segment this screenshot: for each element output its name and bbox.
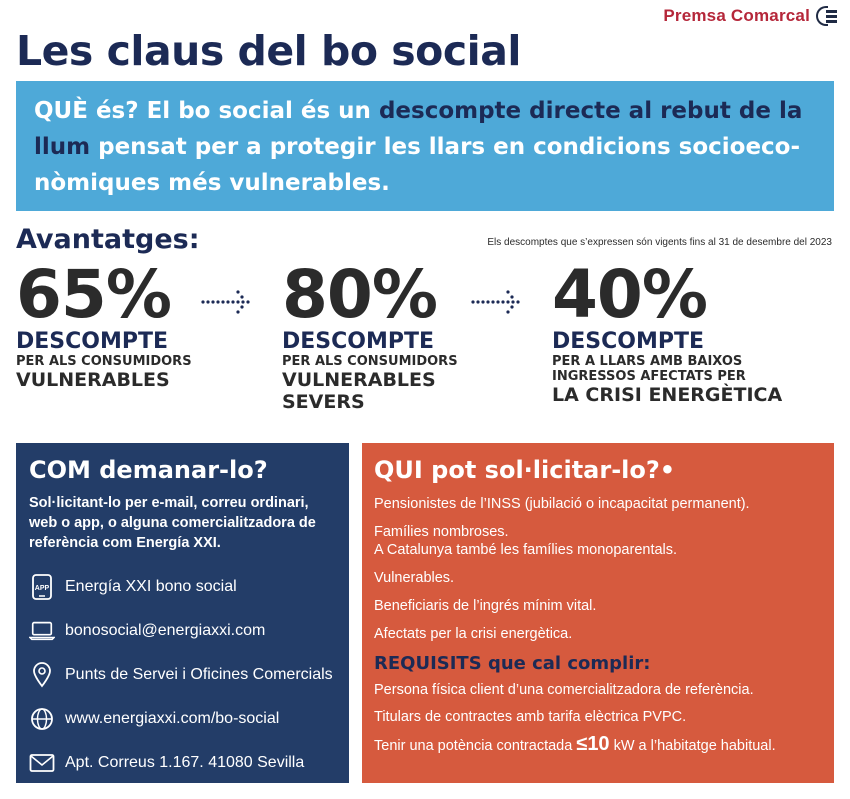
advantage-item-40: [552, 256, 783, 406]
contact-web[interactable]: [29, 697, 336, 741]
requirement-item: Titulars de contractes amb tarifa elèctrica PVPC.: [374, 709, 687, 725]
contact-postal[interactable]: [29, 741, 336, 785]
power-prefix: Tenir una potència contractada: [374, 738, 577, 754]
requirement-item-power: [374, 735, 824, 755]
eligibility-item: Beneficiaris de l’ingrés mínim vital.: [374, 598, 597, 614]
contact-text: Energía XXI bono social: [65, 578, 237, 595]
contact-text: bonosocial@energiaxxi.com: [65, 622, 266, 639]
advantages-title: Avantatges:: [16, 224, 200, 255]
requirements-title: REQUISITS que cal complir:: [374, 653, 651, 674]
app-icon: [29, 574, 55, 600]
svg-text:APP: APP: [34, 585, 50, 592]
how-to-apply-title: COM demanar-lo?: [29, 456, 268, 484]
contact-list: [29, 565, 336, 785]
contact-text: Punts de Servei i Oficines Comercials: [65, 666, 333, 683]
contact-offices[interactable]: [29, 653, 336, 697]
how-to-apply-panel: [16, 443, 349, 783]
contact-text: Apt. Correus 1.167. 41080 Sevilla: [65, 754, 305, 771]
what-is-highlight: descompte directe al rebut de la llum: [34, 98, 803, 160]
eligibility-list: [374, 495, 824, 643]
contact-email[interactable]: [29, 609, 336, 653]
power-value: 10: [587, 733, 610, 755]
advantage-item-65: [16, 256, 192, 391]
who-can-apply-panel: [362, 443, 834, 783]
advantage-sub: PER ALS CONSUMIDORS: [282, 354, 458, 369]
advantage-percent: 65%: [16, 256, 171, 333]
advantage-emphasis: VULNERABLES SEVERS: [282, 369, 436, 413]
globe-icon: [29, 706, 55, 732]
envelope-icon: [29, 750, 55, 776]
what-is-box: [16, 81, 834, 211]
advantage-label: DESCOMPTE: [16, 329, 169, 354]
dotted-arrow-icon: [200, 290, 258, 314]
advantage-item-80: [282, 256, 462, 413]
what-is-text-2: pensat per a protegir les llars en condicions socioeco-nòmiques més vulnerables.: [34, 134, 801, 196]
power-suffix: a l’habitatge habitual.: [634, 738, 776, 754]
advantage-sub: PER ALS CONSUMIDORS: [16, 354, 192, 369]
advantage-percent: 40%: [552, 256, 707, 333]
page-title: Les claus del bo social: [16, 27, 521, 75]
eligibility-item: Vulnerables.: [374, 570, 455, 586]
brand-logo-icon: [816, 5, 840, 27]
contact-app[interactable]: [29, 565, 336, 609]
what-is-label: QUÈ és?: [34, 98, 139, 124]
what-is-text-1: El bo social és un: [138, 98, 379, 124]
contact-text: www.energiaxxi.com/bo-social: [65, 710, 280, 727]
advantage-percent: 80%: [282, 256, 437, 333]
how-to-apply-intro: Sol·licitant-lo per e-mail, correu ordinari, web o app, o alguna comercialitzadora de referència com Energía XXI.: [29, 495, 316, 551]
location-pin-icon: [29, 662, 55, 688]
what-is-text: [34, 93, 818, 201]
brand-header: [663, 4, 840, 28]
eligibility-item: Famílies nombroses.: [374, 524, 509, 540]
power-symbol: ≤: [576, 733, 588, 755]
brand-name: Premsa Comarcal: [663, 6, 810, 25]
laptop-icon: [29, 618, 55, 644]
eligibility-item: A Catalunya també les famílies monoparentals.: [374, 542, 678, 558]
requirement-item: Persona física client d’una comercialitzadora de referència.: [374, 682, 754, 698]
advantage-sub: PER A LLARS AMB BAIXOS INGRESSOS AFECTATS PER: [552, 354, 746, 384]
dotted-arrow-icon: [470, 290, 528, 314]
requirements-list: [374, 681, 824, 755]
power-unit: kW: [609, 738, 635, 754]
who-can-apply-title: QUI pot sol·licitar-lo?•: [374, 456, 676, 484]
eligibility-item: Afectats per la crisi energètica.: [374, 626, 573, 642]
eligibility-item: Pensionistes de l’INSS (jubilació o incapacitat permanent).: [374, 496, 750, 512]
advantage-emphasis: VULNERABLES: [16, 369, 170, 391]
advantage-label: DESCOMPTE: [552, 329, 705, 354]
validity-note: Els descomptes que s’expressen són vigents fins al 31 de desembre del 2023: [487, 237, 832, 248]
advantage-label: DESCOMPTE: [282, 329, 435, 354]
advantage-emphasis: LA CRISI ENERGÈTICA: [552, 384, 783, 406]
